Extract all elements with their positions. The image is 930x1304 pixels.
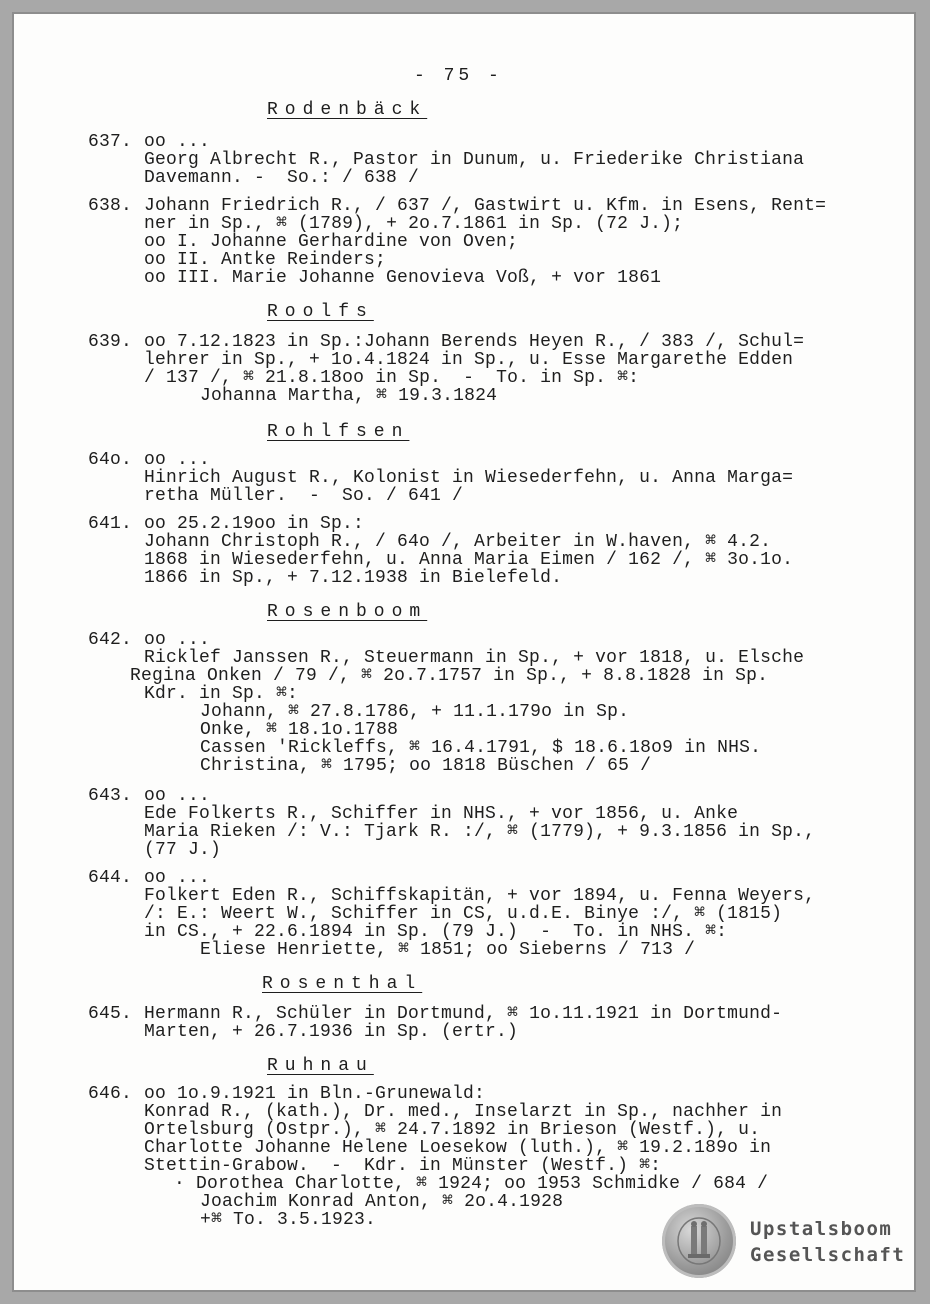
entry-line: oo 25.2.19oo in Sp.: (144, 514, 365, 534)
document-page (14, 14, 914, 1290)
entry-line: Ede Folkerts R., Schiffer in NHS., + vor 1856, u. Anke (144, 804, 739, 824)
entry-line: oo ... (144, 630, 211, 650)
entry-line: / 137 /, ⌘ 21.8.18oo in Sp. - To. in Sp. ⌘: (144, 368, 640, 388)
entry-line: oo ... (144, 450, 211, 470)
entry-number: 641. (88, 514, 133, 534)
entry-number: 64o. (88, 450, 133, 470)
upstalsboom-logo (662, 1204, 912, 1278)
entry-line: · Dorothea Charlotte, ⌘ 1924; oo 1953 Schmidke / 684 / (174, 1174, 769, 1194)
entry-line: Ricklef Janssen R., Steuermann in Sp., + vor 1818, u. Elsche (144, 648, 805, 668)
entry-line: Maria Rieken /: V.: Tjark R. :/, ⌘ (1779), + 9.3.1856 in Sp., (144, 822, 816, 842)
section-heading: Rodenbäck (267, 100, 428, 120)
entry-line: oo 1o.9.1921 in Bln.-Grunewald: (144, 1084, 486, 1104)
entry-line: Johann Friedrich R., / 637 /, Gastwirt u. Kfm. in Esens, Rent= (144, 196, 827, 216)
entry-line: Folkert Eden R., Schiffskapitän, + vor 1894, u. Fenna Weyers, (144, 886, 816, 906)
entry-number: 637. (88, 132, 133, 152)
section-heading: Rosenthal (262, 974, 423, 994)
entry-line: Hinrich August R., Kolonist in Wiesederfehn, u. Anna Marga= (144, 468, 794, 488)
entry-line: Hermann R., Schüler in Dortmund, ⌘ 1o.11.1921 in Dortmund- (144, 1004, 783, 1024)
entry-number: 646. (88, 1084, 133, 1104)
entry-line: Regina Onken / 79 /, ⌘ 2o.7.1757 in Sp., + 8.8.1828 in Sp. (130, 666, 769, 686)
entry-line: Johann Christoph R., / 64o /, Arbeiter in W.haven, ⌘ 4.2. (144, 532, 772, 552)
entry-line: oo ... (144, 786, 211, 806)
section-heading: Rohlfsen (267, 422, 410, 442)
section-heading: Roolfs (267, 302, 374, 322)
entry-line: Joachim Konrad Anton, ⌘ 2o.4.1928 (200, 1192, 564, 1212)
entry-line: oo III. Marie Johanne Genovieva Voß, + vor 1861 (144, 268, 662, 288)
entry-line: Davemann. - So.: / 638 / (144, 168, 420, 188)
entry-line: Stettin-Grabow. - Kdr. in Münster (Westf.) ⌘: (144, 1156, 662, 1176)
entry-line: ner in Sp., ⌘ (1789), + 2o.7.1861 in Sp. (72 J.); (144, 214, 684, 234)
entry-number: 645. (88, 1004, 133, 1024)
entry-line: Christina, ⌘ 1795; oo 1818 Büschen / 65 / (200, 756, 652, 776)
entry-line: 1868 in Wiesederfehn, u. Anna Maria Eimen / 162 /, ⌘ 3o.1o. (144, 550, 794, 570)
entry-number: 644. (88, 868, 133, 888)
entry-line: +⌘ To. 3.5.1923. (200, 1210, 377, 1230)
section-heading: Rosenboom (267, 602, 428, 622)
entry-line: Onke, ⌘ 18.1o.1788 (200, 720, 399, 740)
entry-line: 1866 in Sp., + 7.12.1938 in Bielefeld. (144, 568, 563, 588)
entry-line: Kdr. in Sp. ⌘: (144, 684, 299, 704)
entry-line: Ortelsburg (Ostpr.), ⌘ 24.7.1892 in Brieson (Westf.), u. (144, 1120, 761, 1140)
entry-line: Konrad R., (kath.), Dr. med., Inselarzt in Sp., nachher in (144, 1102, 783, 1122)
entry-line: Cassen 'Rickleffs, ⌘ 16.4.1791, $ 18.6.18o9 in NHS. (200, 738, 762, 758)
entry-line: Johanna Martha, ⌘ 19.3.1824 (200, 386, 498, 406)
entry-line: oo I. Johanne Gerhardine von Oven; (144, 232, 519, 252)
logo-text-line1: Upstalsboom (750, 1218, 893, 1240)
logo-text-line2: Gesellschaft (750, 1244, 906, 1266)
entry-number: 638. (88, 196, 133, 216)
entry-line: retha Müller. - So. / 641 / (144, 486, 464, 506)
entry-line: oo 7.12.1823 in Sp.:Johann Berends Heyen R., / 383 /, Schul= (144, 332, 805, 352)
entry-line: Eliese Henriette, ⌘ 1851; oo Sieberns / 713 / (200, 940, 696, 960)
entry-line: Charlotte Johanne Helene Loesekow (luth.), ⌘ 19.2.189o in (144, 1138, 772, 1158)
entry-line: oo ... (144, 868, 211, 888)
entry-line: Georg Albrecht R., Pastor in Dunum, u. Friederike Christiana (144, 150, 805, 170)
entry-line: (77 J.) (144, 840, 222, 860)
section-heading: Ruhnau (267, 1056, 374, 1076)
entry-line: oo ... (144, 132, 211, 152)
entry-number: 639. (88, 332, 133, 352)
entry-line: /: E.: Weert W., Schiffer in CS, u.d.E. Binye :/, ⌘ (1815) (144, 904, 783, 924)
entry-line: in CS., + 22.6.1894 in Sp. (79 J.) - To. in NHS. ⌘: (144, 922, 728, 942)
entry-line: lehrer in Sp., + 1o.4.1824 in Sp., u. Esse Margarethe Edden (144, 350, 794, 370)
entry-line: Johann, ⌘ 27.8.1786, + 11.1.179o in Sp. (200, 702, 630, 722)
seal-icon (662, 1204, 736, 1278)
entry-line: oo II. Antke Reinders; (144, 250, 387, 270)
entry-number: 643. (88, 786, 133, 806)
page-number: - 75 - (414, 66, 503, 86)
entry-number: 642. (88, 630, 133, 650)
entry-line: Marten, + 26.7.1936 in Sp. (ertr.) (144, 1022, 519, 1042)
